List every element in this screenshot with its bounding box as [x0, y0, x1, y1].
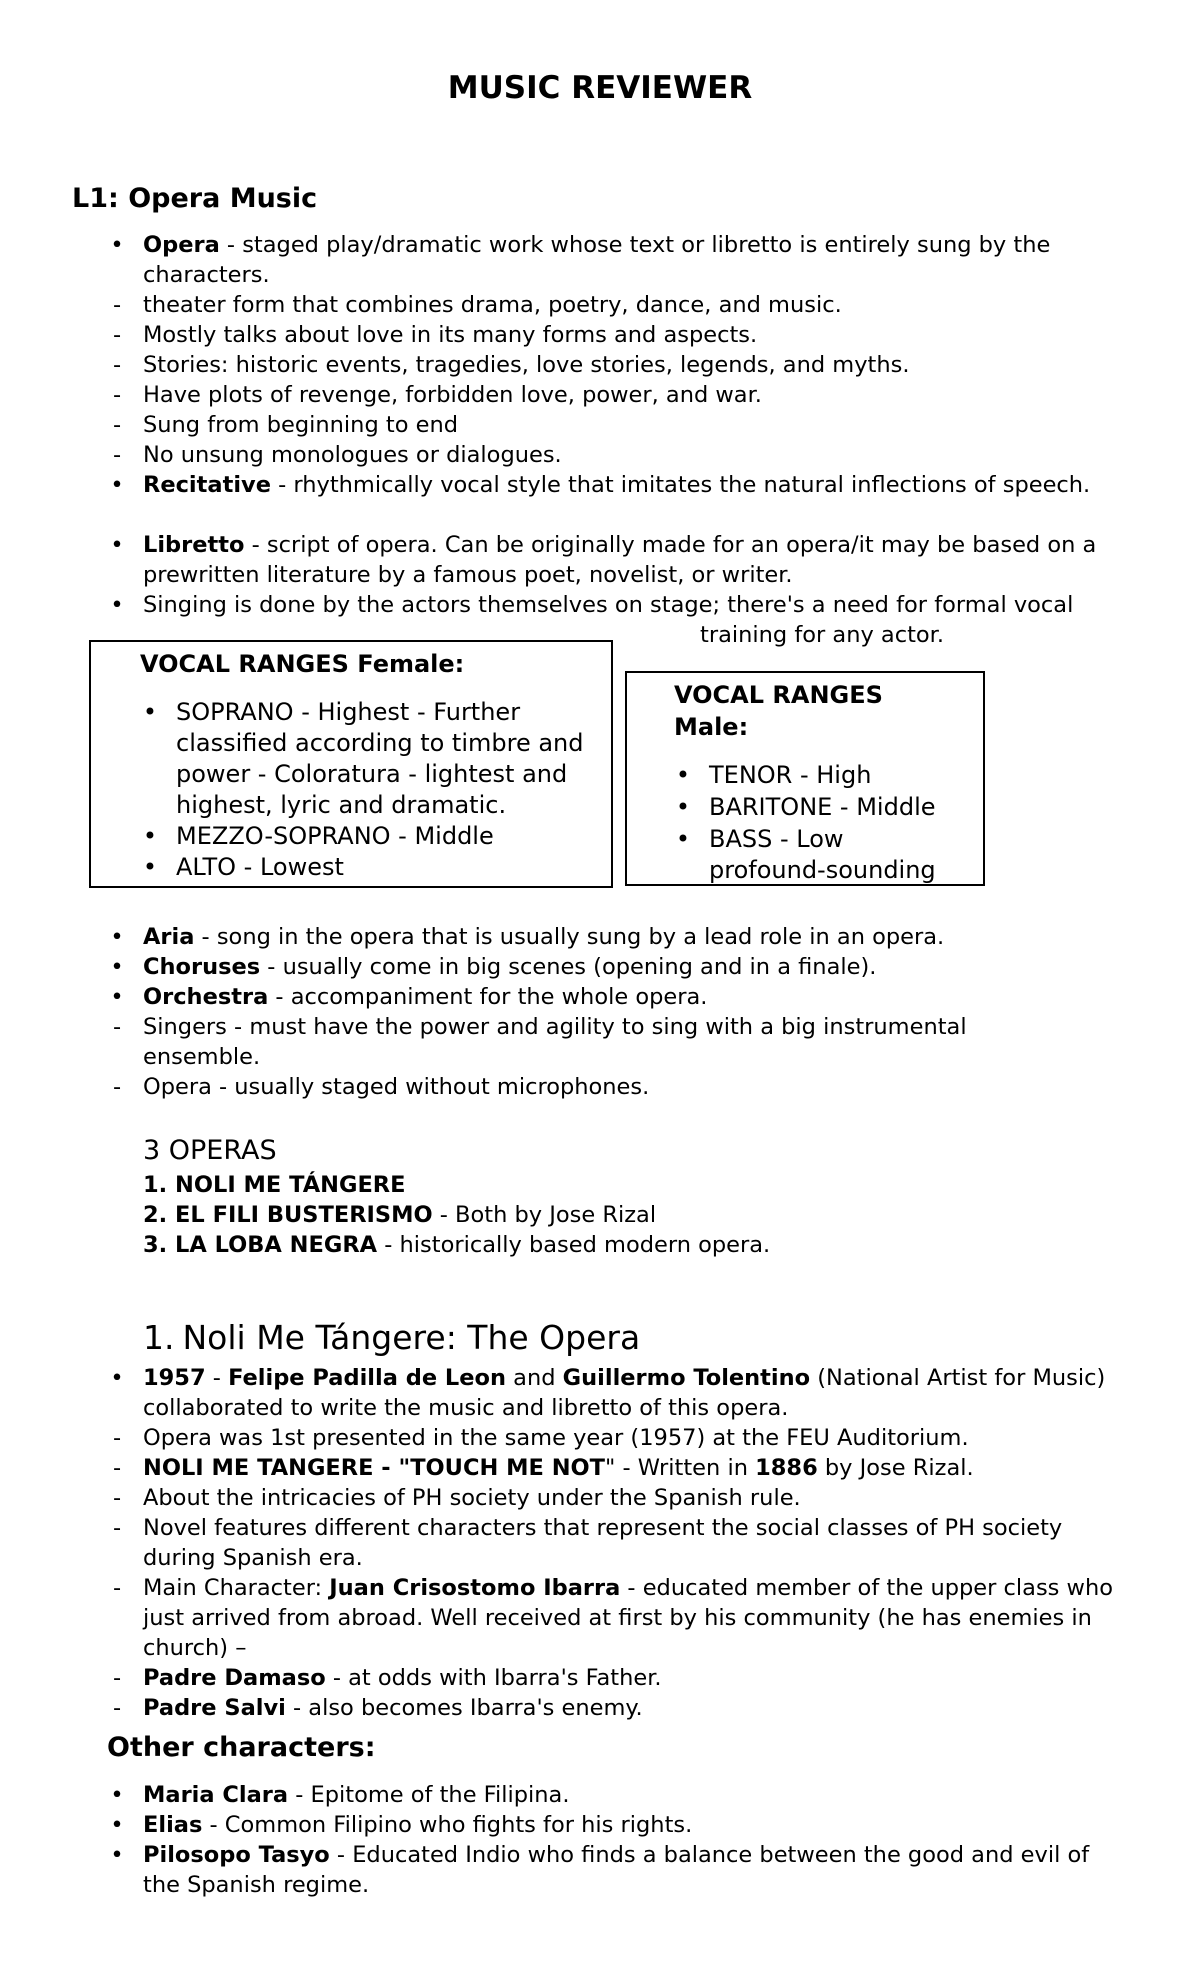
female-vocal-ranges-box: VOCAL RANGES Female: • SOPRANO - Highest - Further classified according to timbre and power - Coloratura - lightest and highest, lyric and dramatic. • MEZZO-SOPRANO - Middle • ALTO - Lowest	[89, 640, 613, 888]
section-heading: 1. Noli Me Tángere: The Opera	[143, 1318, 641, 1357]
list-marker: -	[112, 1695, 122, 1721]
list-marker: -	[112, 1515, 122, 1541]
list-text: Novel features different characters that represent the social classes of PH society during Spanish era.	[143, 1515, 1063, 1571]
list-marker: -	[112, 1665, 122, 1691]
list-marker: -	[112, 1575, 122, 1601]
list-text: Opera was 1st presented in the same year (1957) at the FEU Auditorium.	[143, 1425, 969, 1451]
list-text: Padre Damaso - at odds with Ibarra's Father.	[143, 1665, 662, 1691]
list-marker: -	[112, 1455, 122, 1481]
three-operas-heading: 3 OPERAS	[143, 1135, 277, 1166]
box-heading: VOCAL RANGES Male:	[674, 681, 883, 741]
list-marker: -	[112, 1425, 122, 1451]
document-page: MUSIC REVIEWER L1: Opera Music • Opera - staged play/dramatic work whose text or libretto is entirely sung by the characters. - theater form that combines drama, poetry, dance, and music. - Mostly talks about love in its many forms and aspects. - Stories: historic events, tragedies, love stories, legends, and myths. - Have plots of revenge, forbidden love, power, and war. - Sung from beginning to end - No unsung monologues or dialogues. • Recitative - rhythmically vocal style that imitates the natural inflections of speech. • Libretto - script of opera. Can be originally made for an opera/it may be based on a prewritten literature by a famous poet, novelist, or writer. • Singing is done by the actors themselves on stage; there's a need for formal vocal training for any actor. VOCAL RANGES Female: • SOPRANO - Highest - Further classified according to timbre and power - Coloratura - lightest and highest, lyric and dramatic. • MEZZO-SOPRANO - Middle • ALTO - Lowest VOCAL RANGES Male: • TENOR - High • BARITONE - Middle • BASS - Low profound-sounding • Aria - song in the opera that is usually sung by a lead role in an opera. • Choruses - usually come in big scenes (opening and in a finale). • Orchestra - accompaniment for the whole opera. - Singers - must have the power and agility to sing with a big instrumental ensemble. - Opera - usually staged without microphones. 3 OPERAS 1. NOLI ME TÁNGERE 2. EL FILI BUSTERISMO - Both by Jose Rizal 3. LA LOBA NEGRA - historically based modern opera. 1. Noli Me Tángere: The Opera • 1957 - Felipe Padilla de Leon and Guillermo Tolentino (National Artist for Music) collaborated to write the music and libretto of this opera. - Opera was 1st presented in the same year (1957) at the FEU Auditorium. - NOLI ME TANGERE - "TOUCH ME NOT" - Written in 1886 by Jose Rizal. - About the intricacies of PH society under the Spanish rule. - Novel features different characters that represent the social classes of PH society during Spanish era. - Main Character: Juan Crisostomo Ibarra - educated member of the upper class who just arrived from abroad. Well received at first by his community (he has enemies in church) – - Padre Damaso - at odds with Ibarra's Father. - Padre Salvi - also becomes Ibarra's enemy. Other characters: • Maria Clara - Epitome of the Filipina. • Elias - Common Filipino who fights for his rights. • Pilosopo Tasyo - Educated Indio who finds a balance between the good and evil of the Spanish regime.	[0, 0, 1200, 1976]
male-vocal-ranges-box: VOCAL RANGES Male: • TENOR - High • BARITONE - Middle • BASS - Low profound-sounding	[625, 671, 985, 886]
lesson-heading: L1: Opera Music	[72, 183, 318, 214]
list-text: Main Character: Juan Crisostomo Ibarra - educated member of the upper class who just arrived from abroad. Well received at first by his community (he has enemies in church) –	[143, 1575, 1113, 1661]
page-title: MUSIC REVIEWER	[447, 70, 753, 106]
list-marker: -	[112, 1485, 122, 1511]
box-heading: VOCAL RANGES Female:	[140, 650, 465, 678]
list-text: About the intricacies of PH society under the Spanish rule.	[143, 1485, 801, 1511]
list-text: 1957 - Felipe Padilla de Leon and Guillermo Tolentino (National Artist for Music) collaborated to write the music and libretto of this opera.	[143, 1365, 1106, 1421]
other-characters-heading: Other characters:	[107, 1732, 376, 1763]
list-marker: •	[110, 1365, 124, 1391]
list-text: Padre Salvi - also becomes Ibarra's enemy.	[143, 1695, 643, 1721]
list-text: NOLI ME TANGERE - "TOUCH ME NOT" - Written in 1886 by Jose Rizal.	[143, 1455, 974, 1481]
